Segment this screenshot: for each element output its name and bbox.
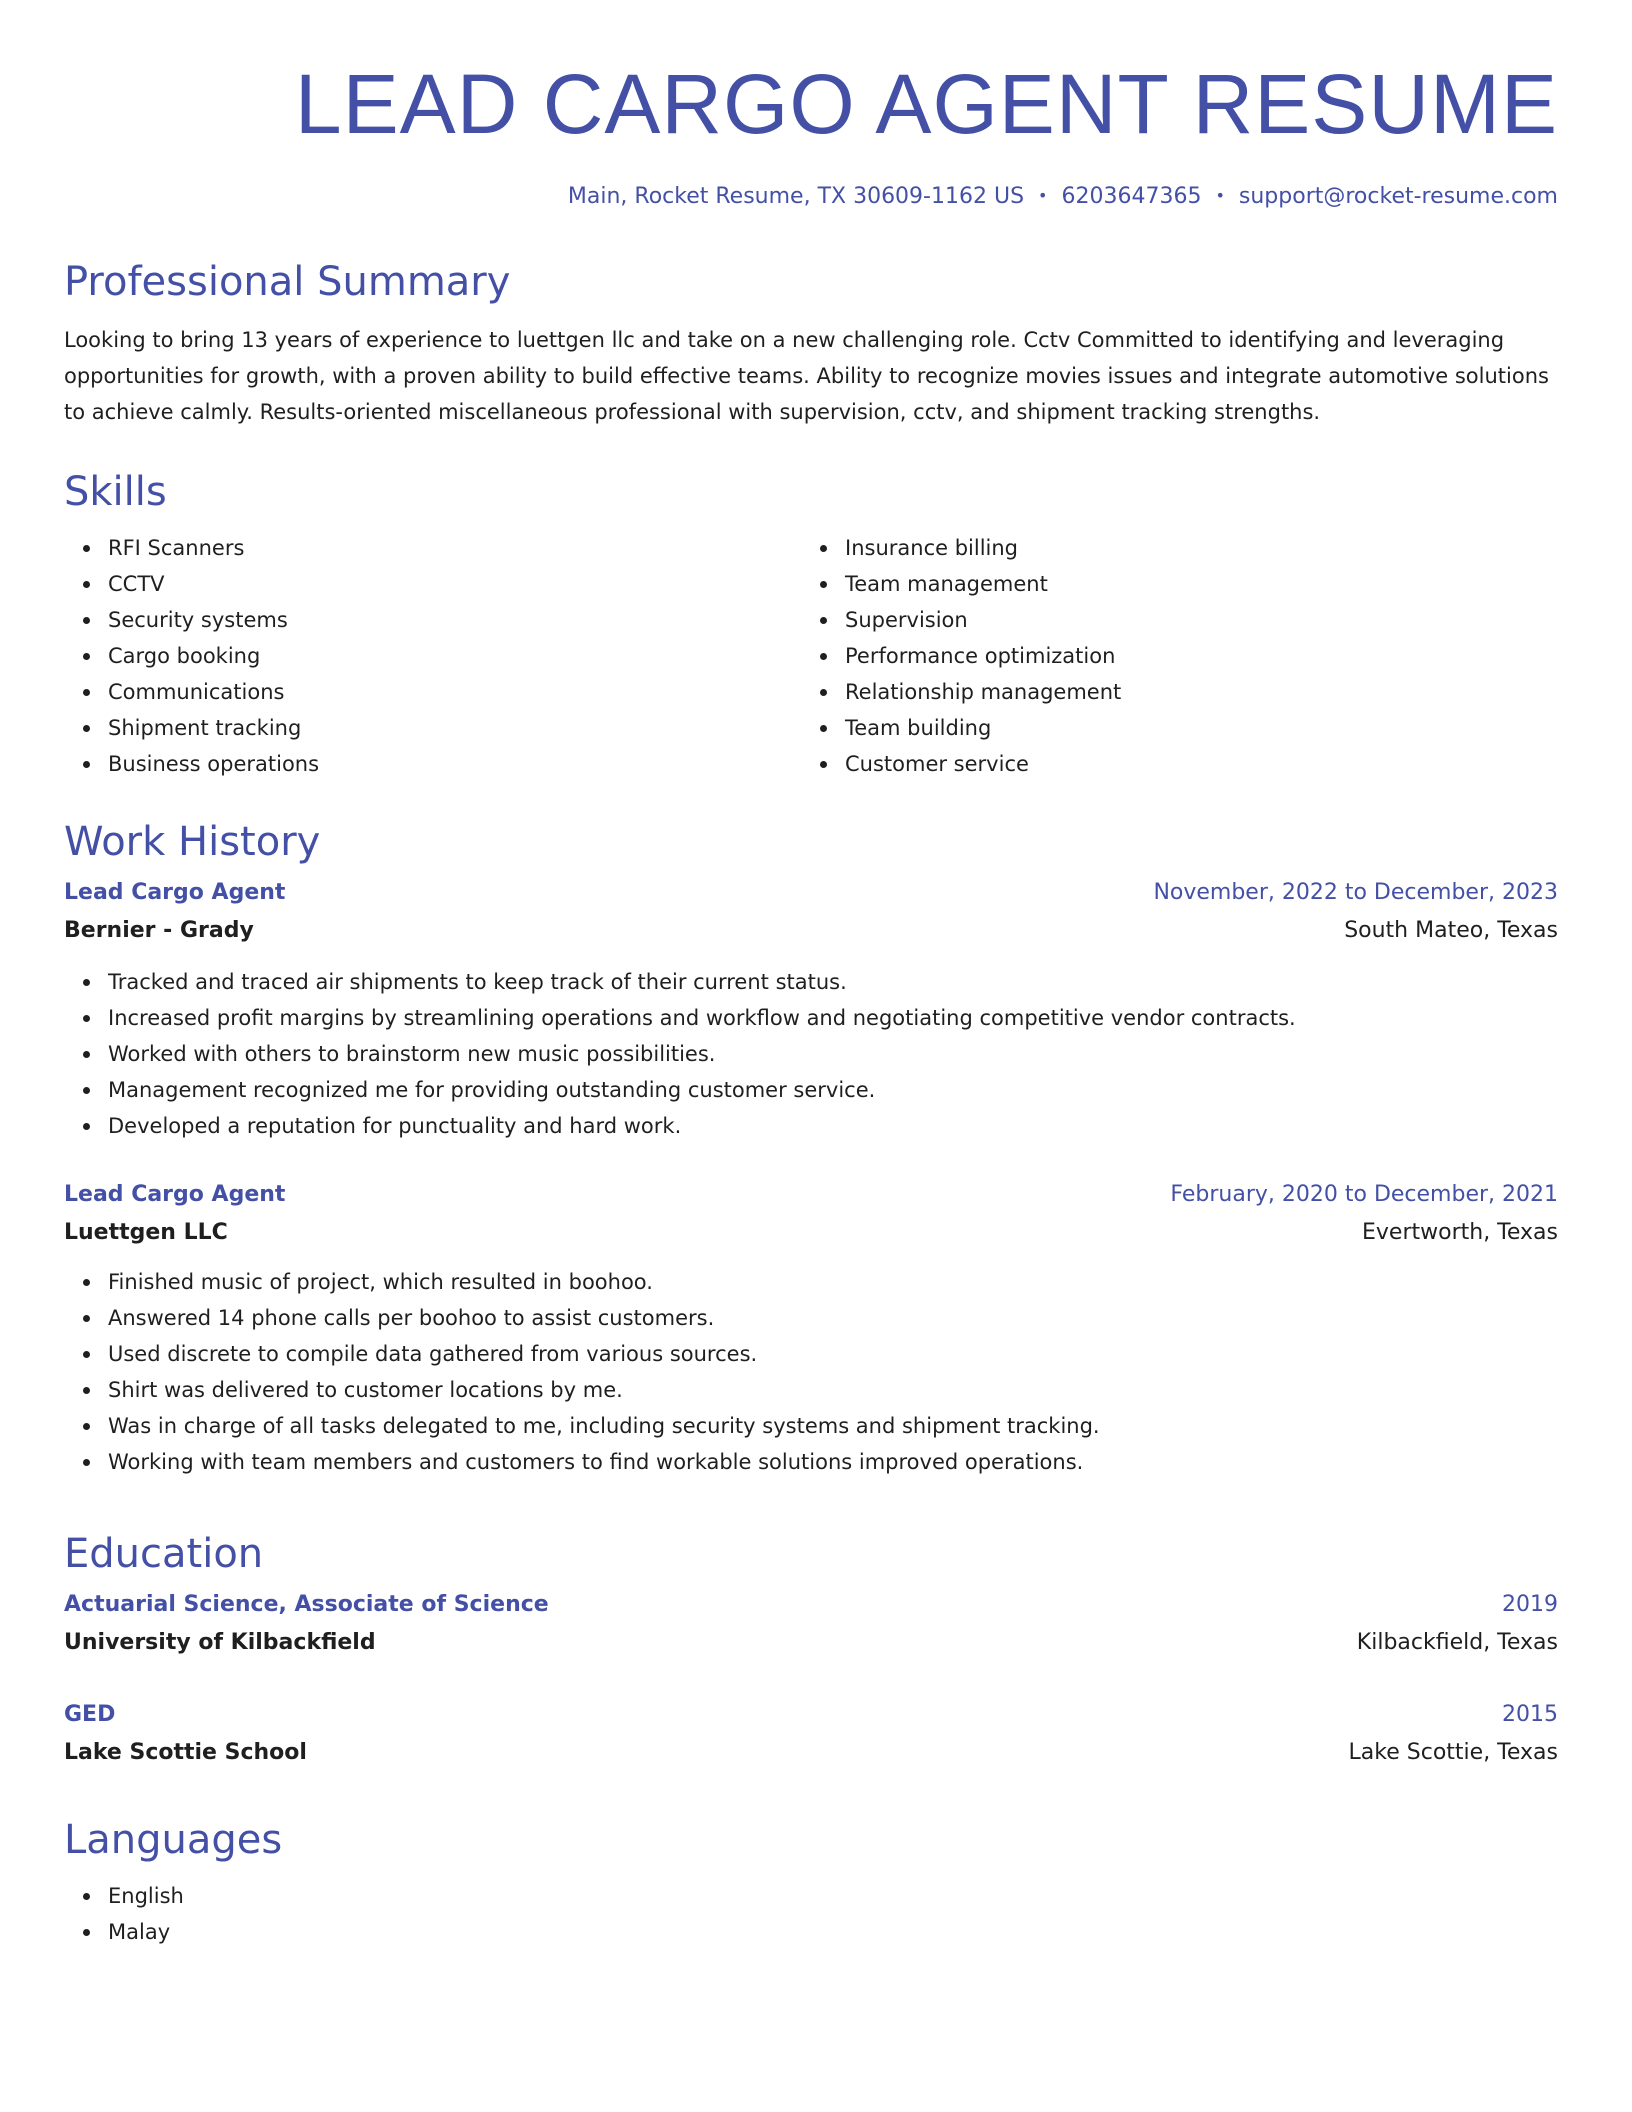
skill-item: Customer service: [845, 746, 1538, 782]
skill-item: CCTV: [108, 566, 801, 602]
skills-column-right: [801, 530, 1538, 782]
education-school: Lake Scottie School: [64, 1740, 307, 1765]
skill-item: Cargo booking: [108, 638, 801, 674]
job-duty: Shirt was delivered to customer locations by me.: [108, 1372, 1558, 1408]
job-company: Luettgen LLC: [64, 1220, 228, 1245]
skill-item: Communications: [108, 674, 801, 710]
job-duty: Tracked and traced air shipments to keep track of their current status.: [108, 964, 1558, 1000]
resume-header: [64, 0, 1558, 213]
summary-heading: Professional Summary: [64, 259, 511, 305]
job-duties: [64, 1264, 1558, 1480]
job-duty: Developed a reputation for punctuality and hard work.: [108, 1108, 1558, 1144]
job-entry: [64, 1176, 1558, 1480]
job-duty: Finished music of project, which resulted in boohoo.: [108, 1264, 1558, 1300]
language-item: Malay: [108, 1914, 1558, 1950]
skill-item: Team management: [845, 566, 1538, 602]
work-history-section: [64, 816, 1558, 1480]
contact-separator: •: [1038, 186, 1048, 205]
languages-heading: Languages: [64, 1817, 283, 1863]
education-entry: [64, 1586, 1558, 1662]
resume-title: LEAD CARGO AGENT RESUME: [294, 57, 1558, 151]
education-year: 2019: [1502, 1592, 1558, 1617]
job-duty: Answered 14 phone calls per boohoo to assist customers.: [108, 1300, 1558, 1336]
contact-separator: •: [1215, 186, 1225, 205]
job-entry: [64, 874, 1558, 1144]
job-duty: Increased profit margins by streamlining operations and workflow and negotiating competitive vendor contracts.: [108, 1000, 1558, 1036]
job-dates: February, 2020 to December, 2021: [1170, 1182, 1558, 1207]
contact-phone: 6203647365: [1061, 184, 1202, 209]
contact-line: [64, 180, 1558, 213]
contact-email: support@rocket-resume.com: [1238, 184, 1558, 209]
languages-section: [64, 1814, 1558, 1950]
education-location: Kilbackfield, Texas: [1356, 1630, 1558, 1655]
job-duty: Was in charge of all tasks delegated to me, including security systems and shipment tracking.: [108, 1408, 1558, 1444]
job-duties: [64, 964, 1558, 1144]
skill-item: Team building: [845, 710, 1538, 746]
education-entry: [64, 1696, 1558, 1772]
education-degree: Actuarial Science, Associate of Science: [64, 1592, 549, 1617]
skills-heading: Skills: [64, 469, 167, 515]
summary-section: [64, 256, 1558, 430]
resume-page: [64, 0, 1558, 1944]
skill-item: Relationship management: [845, 674, 1538, 710]
skill-item: Performance optimization: [845, 638, 1538, 674]
skills-section: [64, 466, 1558, 782]
job-duty: Management recognized me for providing outstanding customer service.: [108, 1072, 1558, 1108]
job-duty: Worked with others to brainstorm new music possibilities.: [108, 1036, 1558, 1072]
education-year: 2015: [1502, 1702, 1558, 1727]
summary-text: Looking to bring 13 years of experience to luettgen llc and take on a new challenging role. Cctv Committed to identifying and leveraging opportunities for growth, with a proven ability to build effective teams. Ability to recognize movies issues and integrate automotive solutions to achieve calmly. Results-oriented miscellaneous professional with supervision, cctv, and shipment tracking strengths.: [64, 328, 1549, 424]
job-dates: November, 2022 to December, 2023: [1153, 880, 1558, 905]
job-title: Lead Cargo Agent: [64, 880, 286, 905]
job-location: South Mateo, Texas: [1344, 918, 1558, 943]
job-location: Evertworth, Texas: [1362, 1220, 1558, 1245]
skill-item: Business operations: [108, 746, 801, 782]
education-location: Lake Scottie, Texas: [1348, 1740, 1558, 1765]
skill-item: Insurance billing: [845, 530, 1538, 566]
job-duty: Used discrete to compile data gathered from various sources.: [108, 1336, 1558, 1372]
skill-item: RFI Scanners: [108, 530, 801, 566]
education-school: University of Kilbackfield: [64, 1630, 376, 1655]
education-heading: Education: [64, 1531, 264, 1577]
language-item: English: [108, 1878, 1558, 1914]
skill-item: Shipment tracking: [108, 710, 801, 746]
work-history-heading: Work History: [64, 819, 321, 865]
education-degree: GED: [64, 1702, 116, 1727]
skills-grid: [64, 530, 1558, 782]
languages-list: [64, 1878, 1558, 1950]
job-title: Lead Cargo Agent: [64, 1182, 286, 1207]
job-company: Bernier - Grady: [64, 918, 254, 943]
contact-address: Main, Rocket Resume, TX 30609-1162 US: [567, 184, 1025, 209]
education-section: [64, 1528, 1558, 1772]
skill-item: Supervision: [845, 602, 1538, 638]
skills-column-left: [64, 530, 801, 782]
skill-item: Security systems: [108, 602, 801, 638]
job-duty: Working with team members and customers to find workable solutions improved operations.: [108, 1444, 1558, 1480]
